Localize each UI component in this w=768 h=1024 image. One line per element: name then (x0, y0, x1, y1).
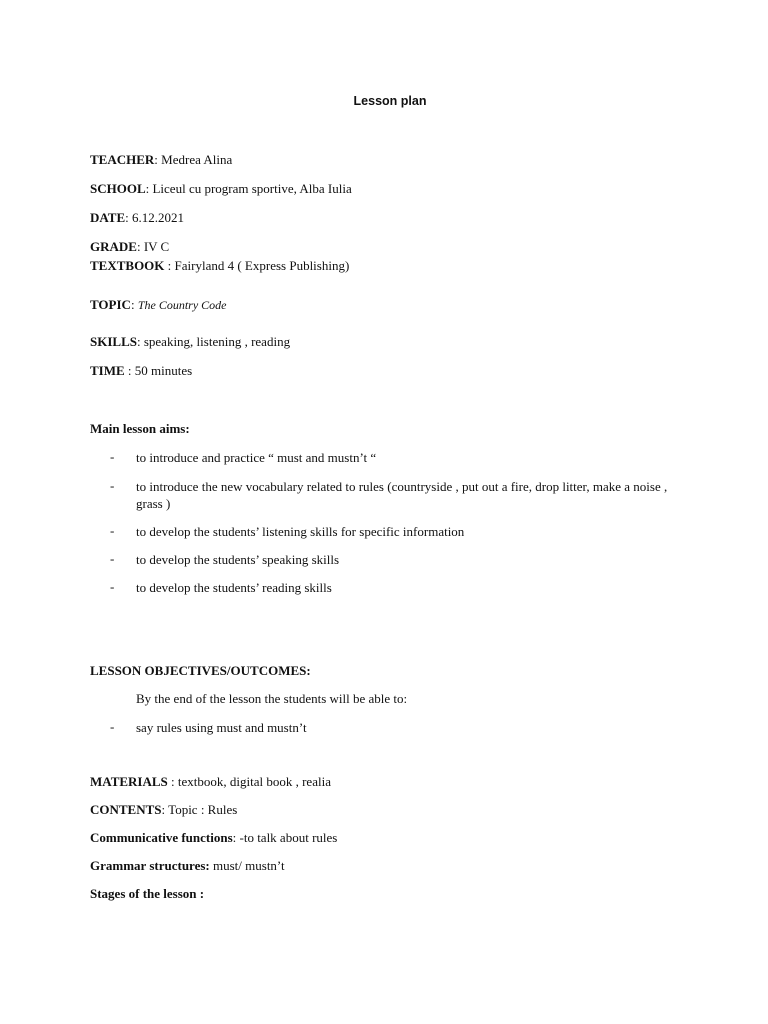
contents-label: CONTENTS (90, 802, 162, 817)
time-value: : 50 minutes (124, 363, 193, 378)
teacher-label: TEACHER (90, 152, 155, 167)
objectives-heading: LESSON OBJECTIVES/OUTCOMES: (90, 663, 311, 678)
bullet-marker: - (110, 579, 115, 594)
stages-heading: Stages of the lesson : (90, 886, 205, 901)
time-line (90, 363, 192, 379)
list-item: to develop the students’ reading skills (136, 580, 332, 595)
contents-line (90, 802, 237, 818)
date-value: : 6.12.2021 (125, 210, 185, 225)
list-item: to introduce and practice “ must and mustn’t “ (136, 450, 377, 465)
skills-value: : speaking, listening , reading (136, 334, 291, 349)
school-label: SCHOOL (90, 181, 146, 196)
contents-value: : Topic : Rules (161, 802, 238, 817)
list-item: say rules using must and mustn’t (136, 720, 307, 735)
topic-value: The Country Code (137, 298, 227, 312)
aims-heading: Main lesson aims: (90, 421, 190, 436)
grade-label: GRADE (90, 239, 137, 254)
page-title: Lesson plan (353, 94, 427, 108)
topic-line (90, 297, 226, 313)
bullet-marker: - (110, 523, 115, 538)
functions-line (90, 830, 337, 846)
time-label: TIME (90, 363, 125, 378)
date-line (90, 210, 184, 226)
textbook-line (90, 258, 349, 274)
school-line (90, 181, 352, 197)
topic-separator: : (130, 297, 138, 312)
list-item: to introduce the new vocabulary related to rules (countryside , put out a fire, drop litter, make a noise , grass ) (136, 479, 668, 511)
topic-label: TOPIC (90, 297, 131, 312)
skills-line (90, 334, 290, 350)
bullet-marker: - (110, 719, 115, 734)
grade-value: : IV C (136, 239, 170, 254)
date-label: DATE (90, 210, 126, 225)
grammar-value: must/ mustn’t (209, 858, 285, 873)
list-item: to develop the students’ listening skills for specific information (136, 524, 465, 539)
textbook-label: TEXTBOOK (90, 258, 165, 273)
textbook-value: : Fairyland 4 ( Express Publishing) (164, 258, 350, 273)
materials-line (90, 774, 331, 790)
functions-label: Communicative functions (90, 830, 233, 845)
skills-label: SKILLS (90, 334, 137, 349)
grade-line (90, 239, 169, 255)
grammar-label: Grammar structures: (90, 858, 210, 873)
list-item: to develop the students’ speaking skills (136, 552, 340, 567)
teacher-value: : Medrea Alina (154, 152, 233, 167)
school-value: : Liceul cu program sportive, Alba Iulia (145, 181, 352, 196)
objectives-intro: By the end of the lesson the students will be able to: (136, 691, 408, 706)
bullet-marker: - (110, 449, 115, 464)
materials-value: : textbook, digital book , realia (167, 774, 331, 789)
grammar-line (90, 858, 285, 874)
bullet-marker: - (110, 478, 115, 493)
teacher-line (90, 152, 232, 168)
functions-value: : -to talk about rules (232, 830, 338, 845)
bullet-marker: - (110, 551, 115, 566)
materials-label: MATERIALS (90, 774, 168, 789)
